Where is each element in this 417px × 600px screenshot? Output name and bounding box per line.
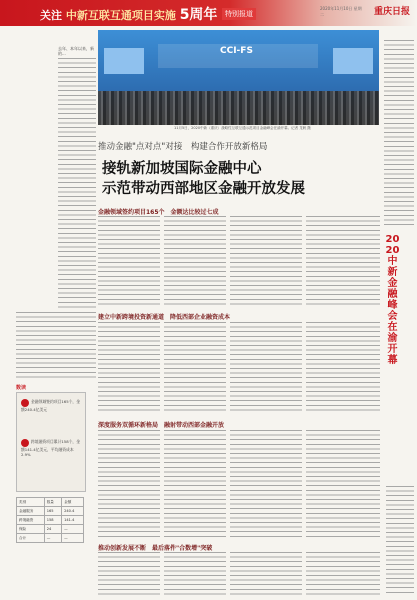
newspaper-logo: 重庆日报 [374,7,411,17]
masthead-project-title: 中新互联互通项目实施 [65,9,176,22]
data-table [16,497,84,543]
masthead-anniversary: 5周年 [179,7,218,23]
body-text [98,216,160,308]
body-text [164,552,226,596]
table-row: 跨境融资 158 141.4 [17,516,84,525]
subhead-2: 建立中新跨境投资新通道 降低西部企业融资成本 [98,314,231,321]
body-text [306,216,380,308]
body-text [98,552,160,596]
masthead-title [40,4,217,24]
special-report-badge: 特别报道 [222,8,256,20]
body-text [98,322,160,414]
subhead-1: 金融领域签约项目165个 金额达比较过七成 [98,209,219,216]
right-column-text-lower [386,486,414,594]
vertical-banner: 2020中新金融峰会在渝开幕 [385,234,400,366]
bullet-icon [21,439,29,447]
headline-line-2: 示范带动西部地区金融开放发展 [102,180,305,197]
body-text [230,216,302,308]
left-lead-text: 去年、本年以来，新的... [58,46,94,56]
subhead-4: 推动创新发展不断 最后落件"合数增"突破 [98,545,213,552]
photo-caption: 11月5日，2020中新（重庆）战略性互联互通示范项目金融峰会在渝开幕。记者 龙帆 摄 [174,126,311,130]
photo-screen-right [333,48,373,74]
left-column-text [58,58,96,308]
right-column-text [384,40,414,226]
table-row: 金融服务 165 240.4 [17,507,84,516]
data-item: 金融领域签约项目165个，金额240.4亿美元 [21,399,81,412]
body-text [306,430,380,538]
issue-date: 2020年11月10日 星期二 [320,6,362,17]
bullet-icon [21,399,29,407]
subhead-3: 深度服务双循环新格局 融射带动西部金融开放 [98,422,225,429]
table-row: 保险 24 — [17,525,84,534]
body-text [306,552,380,596]
article-kicker: 推动金融"点对点"对接 构建合作开放新格局 [98,142,268,152]
photo-screen-left [104,48,144,74]
data-item: 跨境融资项目累计158个，金额141.4亿美元，平均融资成本2.9% [21,439,81,457]
conference-photo [98,30,379,125]
body-text [230,322,302,414]
body-text [306,322,380,414]
left-column-text-lower [16,312,96,378]
headline-line-1: 接轨新加坡国际金融中心 [102,160,262,177]
body-text [98,430,160,538]
masthead-prefix: 关注 [40,9,62,22]
body-text [164,322,226,414]
body-text [164,430,226,538]
data-box-label: 数读 [16,385,27,391]
body-text [164,216,226,308]
table-row: 类别 数量 金额 [17,498,84,507]
body-text [230,430,302,538]
body-text [230,552,302,596]
photo-banner-text: CCI-FS [220,46,253,56]
data-box [16,392,86,492]
table-row: 合计 — — [17,534,84,543]
photo-audience [98,91,379,125]
